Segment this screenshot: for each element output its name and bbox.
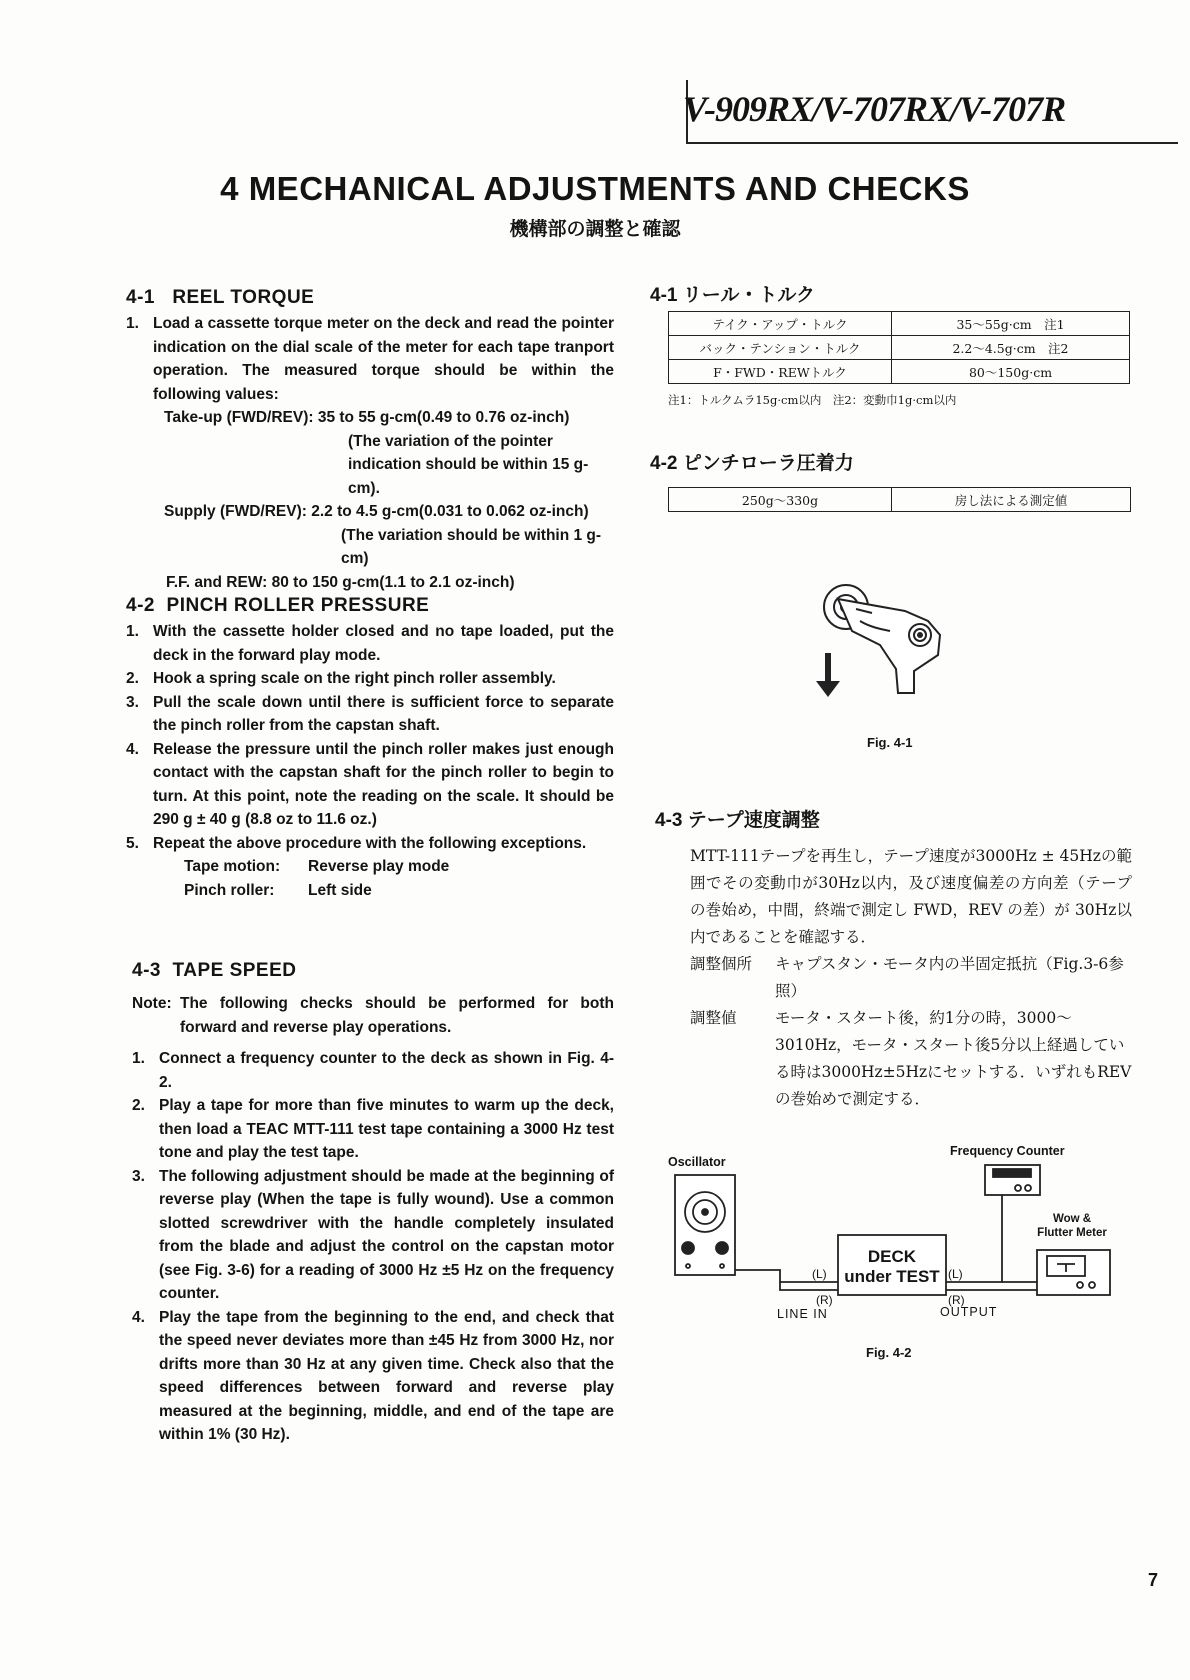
flutter-label: Flutter Meter (1037, 1227, 1107, 1239)
connection-diagram (660, 1140, 1130, 1330)
deck-label: DECK (867, 1247, 917, 1266)
supply-note: (The variation should be within 1 g-cm) (341, 526, 602, 567)
note: Note: The following checks should be performed for both forward and reverse play operations. (132, 995, 614, 1036)
page-title: 4 MECHANICAL ADJUSTMENTS AND CHECKS (220, 170, 970, 207)
model-header: V-909RX/V-707RX/V-707R (683, 89, 1066, 129)
oscillator-label: Oscillator (668, 1155, 726, 1169)
list-item: 2. Hook a spring scale on the right pinch roller assembly. (126, 670, 556, 687)
section-4-3-body (132, 992, 614, 1447)
table-row: バック・テンション・トルク 2.2〜4.5g·cm 注2 (669, 336, 1130, 360)
line-in-label: LINE IN (777, 1307, 828, 1321)
reel-torque-table (668, 311, 1130, 384)
jp-4-3-paragraph: MTT-111テープを再生し，テープ速度が3000Hz ± 45Hzの範囲でその変動巾が30Hz以内，及び速度偏差の方向差（テープの巻始め，中間，終端で測定し FWD，REV の差）が 30Hz以内であることを確認する． (690, 847, 1132, 946)
jp-section-4-3-heading: 4-3 テープ速度調整 (655, 810, 820, 831)
section-number: 4-1 (126, 287, 155, 308)
exception-row: Tape motion: Reverse play mode (184, 858, 450, 875)
fig-4-2-caption: Fig. 4-2 (866, 1345, 912, 1360)
jp-section-4-1-heading: 4-1 リール・トルク (650, 285, 815, 306)
list-item: 3. The following adjustment should be made at the beginning of reverse play (When the tape is fully wound). Use a common slotted screwdriver with the handle completely insulated from the blade and adjust the control on the capstan motor (see Fig. 3-6) for a reading of 3000 Hz ±5 Hz on the frequency counter. (132, 1167, 614, 1302)
section-4-1-heading (126, 287, 314, 309)
list-item: 4. Release the pressure until the pinch roller makes just enough contact with the capstan shaft for the pinch roller to begin to turn. At this point, note the reading on the scale. It should be 290 g ± 40 g (8.8 oz to 11.6 oz.) (126, 740, 614, 828)
list-item: 1. Load a cassette torque meter on the deck and read the pointer indication on the dial scale of the meter for each tape tranport operation. The measured torque should be within the following values: (126, 315, 614, 403)
list-item: 5. Repeat the above procedure with the following exceptions. (126, 834, 587, 852)
table-row: 250g〜330g 房し法による測定値 (669, 488, 1131, 512)
list-item: 2. Play a tape for more than five minutes to warm up the deck, then load a TEAC MTT-111 test tape containing a 3000 Hz test tone and play the test tape. (132, 1097, 614, 1161)
takeup-note: (The variation of the pointer indication should be within 15 g-cm). (348, 432, 589, 497)
list-item: 4. Play the tape from the beginning to the end, and check that the speed never deviates more than ±45 Hz from 3000 Hz, nor drifts more than 30 Hz at any given time. Check also that the speed differences between forward and reverse play measured at the beginning, middle, and end of the tape are within 1% (30 Hz). (132, 1308, 614, 1443)
wow-label: Wow & (1052, 1213, 1092, 1225)
down-arrow-icon (816, 653, 840, 697)
frequency-counter-label: Frequency Counter (950, 1144, 1065, 1158)
list-item: 1. With the cassette holder closed and no tape loaded, put the deck in the forward play mode. (126, 623, 614, 664)
section-4-2-body (126, 620, 614, 902)
takeup-spec: Take-up (FWD/REV): 35 to 55 g-cm(0.49 to 0.76 oz-inch) (164, 409, 570, 426)
fig-4-1-caption: Fig. 4-1 (867, 735, 913, 750)
output-l-label: (L) (948, 1267, 963, 1281)
pinch-roller-illustration (810, 575, 970, 715)
list-item: 3. Pull the scale down until there is sufficient force to separate the pinch roller from the capstan shaft. (126, 693, 614, 734)
deck-under-test-label: under TEST (844, 1267, 940, 1286)
torque-notes: 注1：トルクムラ15g·cm以内 注2：変動巾1g·cm以内 (668, 393, 957, 407)
line-in-l-label: (L) (812, 1267, 827, 1281)
page-number: 7 (1147, 1570, 1158, 1590)
oscillator-box (675, 1175, 735, 1275)
supply-spec: Supply (FWD/REV): 2.2 to 4.5 g-cm(0.031 to 0.062 oz-inch) (164, 503, 589, 520)
page-subtitle-jp: 機構部の調整と確認 (509, 219, 681, 240)
section-title: REEL TORQUE (172, 287, 315, 308)
section-4-2-heading: 4-2 PINCH ROLLER PRESSURE (126, 595, 430, 616)
table-row: F・FWD・REWトルク 80〜150g·cm (669, 360, 1130, 384)
ff-rew-spec: F.F. and REW: 80 to 150 g-cm(1.1 to 2.1 oz-inch) (166, 573, 515, 591)
jp-adjust-location: 調整個所 キャプスタン・モータ内の半固定抵抗（Fig.3-6参照） 調整値 モータ・スタート後，約1分の時，3000〜3010Hz，モータ・スタート後5分以上経過している時は3000Hz±5Hzにセットする．いずれもREVの巻始めで測定する． (690, 955, 1132, 1108)
output-label: OUTPUT (940, 1305, 998, 1319)
line-in-r-label: (R) (816, 1293, 833, 1307)
section-4-1-body (126, 312, 614, 594)
output-r-label: (R) (948, 1293, 965, 1307)
jp-section-4-2-heading: 4-2 ピンチローラ圧着力 (650, 453, 854, 474)
list-item: 1. Connect a frequency counter to the deck as shown in Fig. 4-2. (132, 1050, 614, 1091)
exception-row: Pinch roller: Left side (184, 881, 372, 899)
section-4-3-heading: 4-3 TAPE SPEED (132, 960, 297, 981)
pinch-pressure-table (668, 487, 1131, 512)
table-row: テイク・アップ・トルク 35〜55g·cm 注1 (669, 312, 1130, 336)
